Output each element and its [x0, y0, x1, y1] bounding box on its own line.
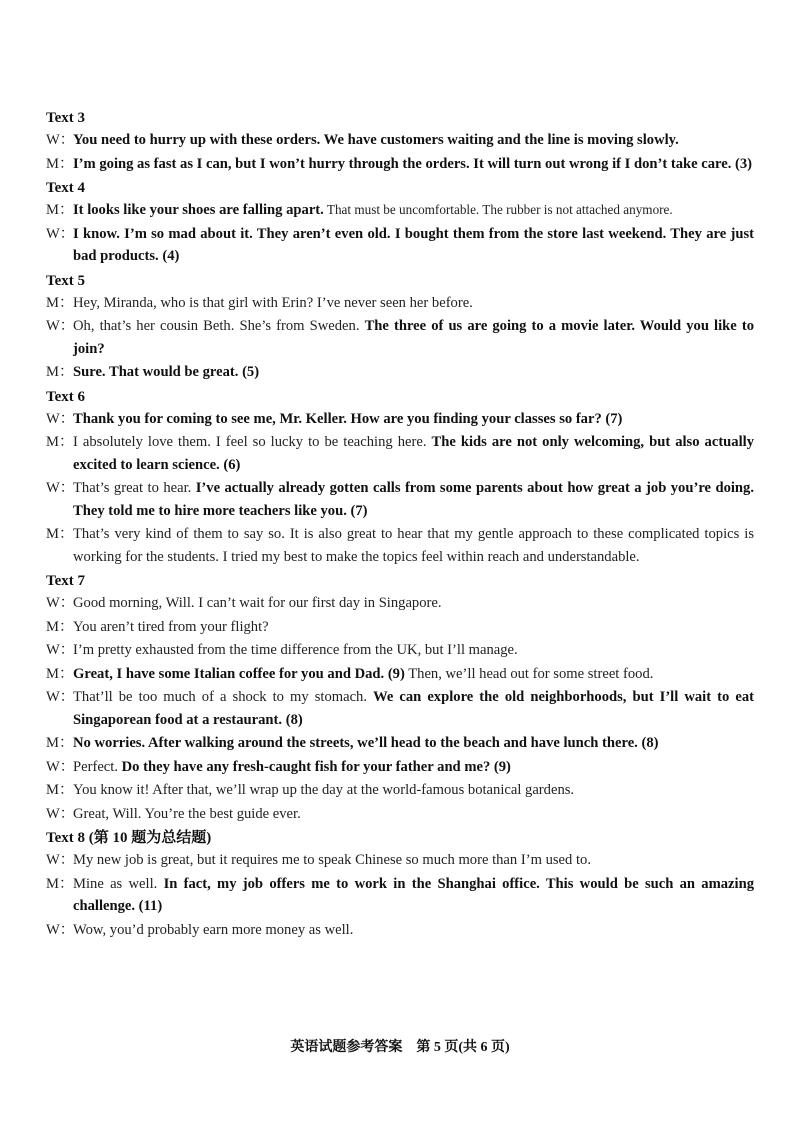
dialogue-line — [46, 477, 754, 522]
dialogue-text: Great, Will. You’re the best guide ever. — [73, 805, 301, 822]
dialogue-line — [46, 779, 754, 802]
dialogue-text: That must be uncomfortable. The rubber is not attached anymore. — [323, 202, 673, 217]
dialogue-line — [46, 686, 754, 731]
dialogue-text: I absolutely love them. I feel so lucky to be teaching here. — [73, 434, 432, 450]
dialogue-line — [46, 431, 754, 476]
dialogue-text: Good morning, Will. I can’t wait for our first day in Singapore. — [73, 595, 442, 611]
dialogue-text: That’s great to hear. — [73, 480, 196, 496]
dialogue-line — [46, 663, 754, 686]
speaker-label: W： — [46, 758, 75, 775]
speaker-label: M： — [46, 202, 74, 218]
speaker-label: W： — [46, 595, 75, 611]
answer-text: I’ve actually already gotten calls from some parents about how great a job you’re doing. They told me to hire more teachers like you. (7) — [73, 480, 754, 519]
dialogue-line — [46, 361, 754, 384]
speaker-label: M： — [46, 294, 74, 311]
dialogue-line — [46, 292, 754, 315]
dialogue-text: Perfect. — [73, 758, 122, 775]
section-heading: Text 8 (第 10 题为总结题) — [46, 830, 212, 846]
section-heading: Text 5 — [46, 272, 86, 289]
dialogue-line — [46, 732, 754, 755]
dialogue-text: Oh, that’s her cousin Beth. She’s from Sweden. — [73, 318, 365, 334]
dialogue-text: Then, we’ll head out for some street food. — [404, 665, 654, 682]
dialogue-line — [46, 223, 754, 268]
speaker-label: W： — [46, 852, 75, 868]
dialogue-line — [46, 873, 754, 918]
dialogue-text: Wow, you’d probably earn more money as well. — [73, 921, 354, 938]
section-heading: Text 6 — [46, 388, 86, 405]
dialogue-text: Hey, Miranda, who is that girl with Erin? I’ve never seen her before. — [73, 294, 473, 311]
dialogue-line — [46, 616, 754, 639]
speaker-label: M： — [46, 364, 74, 380]
speaker-label: M： — [46, 735, 74, 751]
speaker-label: W： — [46, 805, 75, 822]
dialogue-line — [46, 803, 754, 826]
speaker-label: W： — [46, 410, 75, 427]
speaker-label: W： — [46, 480, 75, 496]
speaker-label: M： — [46, 526, 74, 542]
dialogue-text: You know it! After that, we’ll wrap up the day at the world-famous botanical gardens. — [73, 782, 575, 798]
speaker-label: M： — [46, 782, 74, 798]
dialogue-line — [46, 153, 754, 176]
dialogue-line — [46, 408, 754, 431]
answer-text: Sure. That would be great. (5) — [73, 364, 260, 380]
answer-text: The kids are not only welcoming, but also actually excited to learn science. (6) — [73, 434, 755, 473]
answer-text: No worries. After walking around the streets, we’ll head to the beach and have lunch there. (8) — [73, 735, 659, 751]
page-footer: 英语试题参考答案 第 5 页(共 6 页) — [290, 1040, 510, 1055]
speaker-label: W： — [46, 318, 75, 334]
speaker-label: W： — [46, 132, 75, 148]
section-heading: Text 3 — [46, 110, 86, 126]
dialogue-text: That’s very kind of them to say so. It is also great to hear that my gentle approach to these complicated topics is working for the students. I tried my best to make the topics feel within reach and understandable. — [73, 526, 754, 565]
speaker-label: W： — [46, 921, 75, 938]
dialogue-line — [46, 919, 754, 942]
dialogue-text: I’m pretty exhausted from the time difference from the UK, but I’ll manage. — [73, 642, 518, 658]
dialogue-line — [46, 592, 754, 615]
speaker-label: M： — [46, 875, 74, 892]
speaker-label: M： — [46, 665, 74, 682]
section-heading: Text 4 — [46, 180, 86, 196]
speaker-label: M： — [46, 155, 74, 172]
answer-transcript — [46, 106, 754, 942]
dialogue-line — [46, 849, 754, 872]
dialogue-text: Mine as well. — [73, 875, 164, 892]
speaker-label: W： — [46, 225, 75, 242]
answer-text: The three of us are going to a movie later. Would you like to join? — [73, 318, 754, 357]
dialogue-line — [46, 129, 754, 152]
dialogue-line — [46, 639, 754, 662]
answer-text: Do they have any fresh-caught fish for your father and me? (9) — [121, 758, 511, 775]
answer-text: We can explore the old neighborhoods, but I’ll wait to eat Singaporean food at a restaurant. (8) — [73, 689, 754, 728]
speaker-label: M： — [46, 618, 74, 635]
dialogue-line — [46, 315, 754, 360]
answer-text: Great, I have some Italian coffee for you and Dad. (9) — [73, 665, 405, 682]
dialogue-text: You aren’t tired from your flight? — [73, 618, 269, 635]
dialogue-text: My new job is great, but it requires me to speak Chinese so much more than I’m used to. — [73, 852, 591, 868]
answer-text: It looks like your shoes are falling apart. — [73, 202, 324, 218]
section-heading: Text 7 — [46, 573, 86, 589]
dialogue-line — [46, 756, 754, 779]
dialogue-line — [46, 523, 754, 568]
dialogue-text: That’ll be too much of a shock to my stomach. — [73, 689, 374, 705]
dialogue-line — [46, 199, 754, 222]
answer-text: I’m going as fast as I can, but I won’t hurry through the orders. It will turn out wrong if I don’t take care. (3) — [73, 155, 753, 172]
answer-text: You need to hurry up with these orders. We have customers waiting and the line is moving slowly. — [73, 132, 679, 148]
answer-text: I know. I’m so mad about it. They aren’t even old. I bought them from the store last weekend. They are just bad products. (4) — [73, 225, 754, 264]
speaker-label: W： — [46, 642, 75, 658]
answer-text: In fact, my job offers me to work in the Shanghai office. This would be such an amazing challenge. (11) — [73, 875, 754, 914]
answer-text: Thank you for coming to see me, Mr. Keller. How are you finding your classes so far? (7) — [73, 410, 623, 427]
speaker-label: W： — [46, 689, 75, 705]
speaker-label: M： — [46, 434, 74, 450]
